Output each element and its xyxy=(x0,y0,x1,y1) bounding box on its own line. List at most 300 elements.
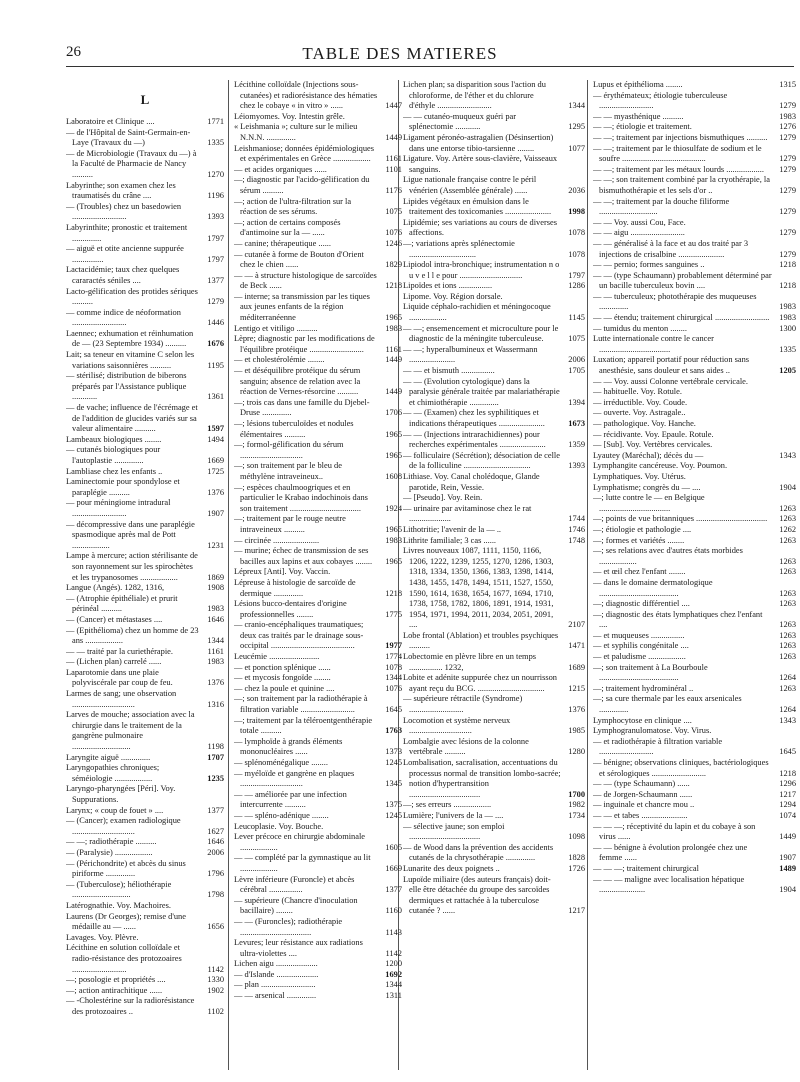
index-entry-page: 1335 xyxy=(207,138,224,148)
index-entry-page: 1689 xyxy=(568,662,585,672)
index-entry xyxy=(234,938,402,959)
index-entry xyxy=(66,912,224,933)
index-entry-page: 1982 xyxy=(568,800,585,810)
index-entry-text: — chez la poule et quinine .... xyxy=(234,683,335,693)
index-entry-text: Lacto-gélification des protides sériques .......... xyxy=(66,286,198,307)
index-entry-text: — — myasthénique .......... xyxy=(593,111,684,121)
index-entry xyxy=(66,445,224,466)
index-entry-page: 1376 xyxy=(207,678,224,688)
index-entry xyxy=(403,451,585,472)
index-entry xyxy=(234,811,402,822)
index-entry-page: 1286 xyxy=(568,281,585,291)
index-entry xyxy=(66,668,224,689)
index-entry-page: 1200 xyxy=(385,959,402,969)
index-entry-page: 1263 xyxy=(779,567,796,577)
index-entry-page: 1279 xyxy=(779,249,796,259)
index-entry-page: 1142 xyxy=(207,964,224,974)
index-entry-text: Lépreuse à histologie de sarcoïde de dermique .............. xyxy=(234,577,356,598)
index-entry-text: —; lutte contre le — en Belgique .................................. xyxy=(593,493,705,513)
index-entry-page: 1597 xyxy=(207,424,224,434)
index-entry-text: — et cholestérolémie ........ xyxy=(234,355,325,365)
index-entry-text: — irréductible. Voy. Coude. xyxy=(593,397,688,407)
index-entry xyxy=(234,165,402,176)
index-entry-page: 1263 xyxy=(779,630,796,640)
index-entry-text: — (Lichen plan) carrelé ...... xyxy=(66,657,162,667)
index-entry-text: — — traité par la curiethérapie. xyxy=(66,646,173,656)
index-entry-text: — (Périchondrite) et abcès du sinus piriforme .............. xyxy=(66,858,186,879)
index-entry-text: Lentigo et vitiligo .......... xyxy=(234,323,318,333)
index-entry-page: 1078 xyxy=(568,249,585,259)
index-entry-text: — — tuberculeux; photothérapie des muqueuses .............. xyxy=(593,291,757,312)
index-entry xyxy=(403,197,585,218)
index-entry-text: — —; traitement par injections bismuthiques .......... xyxy=(593,132,768,142)
index-entry-text: —; sa cure thermale par les eaux arsenicales .............. xyxy=(593,694,742,715)
index-entry-page: 1763 xyxy=(385,726,402,736)
index-entry-page: 1983 xyxy=(385,323,402,333)
index-entry xyxy=(593,218,796,229)
index-entry-text: — érythémateux; étiologie tuberculeuse .......................... xyxy=(593,90,728,111)
index-entry xyxy=(593,546,796,567)
index-entry xyxy=(403,631,585,652)
index-entry xyxy=(593,144,796,165)
index-entry xyxy=(593,398,796,409)
index-entry xyxy=(66,371,224,403)
index-entry-page: 1706 xyxy=(385,408,402,418)
index-entry-page: 1669 xyxy=(385,863,402,873)
index-entry-page: 1828 xyxy=(568,853,585,863)
index-entry-text: —; étiologie et pathologie .... xyxy=(593,524,692,534)
index-entry-text: — plan .......................... xyxy=(234,980,316,990)
index-entry-page: 1075 xyxy=(568,334,585,344)
index-entry-text: Langue (Angés). 1282, 1316, xyxy=(66,583,165,593)
index-entry-text: —; ses erreurs .................. xyxy=(403,800,492,810)
index-entry-text: — — étendu; traitement chirurgical .......................... xyxy=(593,313,770,323)
index-entry-page: 1985 xyxy=(568,726,585,736)
index-entry-page: 1774 xyxy=(385,652,402,662)
index-entry xyxy=(66,308,224,329)
index-entry-text: Lupus et épithélioma ........ xyxy=(593,80,683,89)
index-entry-text: — splénoménégalique ........ xyxy=(234,758,328,767)
index-entry-text: Labyrinthite; pronostic et traitement .............. xyxy=(66,222,188,243)
index-entry-text: — ouverte. Voy. Astragale.. xyxy=(593,408,686,418)
index-entry-text: — inguinale et chancre mou .. xyxy=(593,800,695,810)
index-entry-page: 2006 xyxy=(568,355,585,365)
index-entry xyxy=(403,472,585,493)
index-entry xyxy=(66,901,224,912)
index-entry xyxy=(234,832,402,853)
index-entry xyxy=(403,822,585,843)
index-entry-text: — d'Islande .................... xyxy=(234,969,319,979)
index-entry xyxy=(403,302,585,323)
index-entry-text: Lavages. Voy. Plèvre. xyxy=(66,932,139,942)
index-entry-text: — — —; traitement chirurgical xyxy=(593,863,699,873)
index-entry xyxy=(66,975,224,986)
index-entry xyxy=(66,806,224,817)
index-entry-page: 1797 xyxy=(207,233,224,243)
index-entry-text: — —; traitement par le thiosulfate de sodium et le soufre ........................................ xyxy=(593,143,762,164)
index-entry xyxy=(403,864,585,875)
index-entry-text: —; son traitement à La Bourboule ...................................... xyxy=(593,662,708,683)
index-entry xyxy=(234,175,402,196)
index-entry xyxy=(403,239,585,260)
index-entry-text: Lambeaux biologiques ........ xyxy=(66,434,162,444)
index-entry-page: 1196 xyxy=(207,191,224,201)
index-entry-text: — — et tabes ...................... xyxy=(593,810,688,820)
section-letter: L xyxy=(140,92,150,107)
index-entry-text: Laryngite aiguë .............. xyxy=(66,752,151,762)
index-entry-text: — et déséquilibre protéique du sérum sanguin; absence de relation avec la réaction de Vernes-résorcine .......... xyxy=(234,366,361,397)
index-entry-page: 1375 xyxy=(385,800,402,810)
index-entry xyxy=(66,287,224,308)
index-entry-page: 1263 xyxy=(779,535,796,545)
index-entry-page: 1965 xyxy=(385,556,402,566)
index-entry-page: 1373 xyxy=(385,747,402,757)
index-entry-page: 1218 xyxy=(779,260,796,270)
index-entry-text: — de Wood dans la prévention des accidents cutanés de la chrysothérapie .............. xyxy=(403,842,554,863)
index-entry xyxy=(403,546,585,631)
index-entry xyxy=(403,324,585,345)
index-entry-text: Lithotritie; l'avenir de la — .. xyxy=(403,524,502,534)
index-entry xyxy=(234,122,402,143)
index-entry xyxy=(234,366,402,398)
index-entry xyxy=(403,175,585,196)
index-entry-page: 1218 xyxy=(779,281,796,291)
index-entry-text: — —; son traitement combiné par la cryothérapie, la bismuthothérapie et les sels d'or .. xyxy=(593,175,770,195)
index-entry-page: 1276 xyxy=(779,122,796,132)
index-entry-text: — —; traitement par les métaux lourds .................. xyxy=(593,164,764,174)
index-entry-page: 1669 xyxy=(207,456,224,465)
index-entry xyxy=(403,408,585,429)
index-entry-text: —; lésions tuberculoïdes et nodules élémentaires .......... xyxy=(234,419,354,439)
index-entry xyxy=(593,228,796,239)
index-entry-text: Lutte internationale contre le cancer .................................. xyxy=(593,334,714,354)
index-entry xyxy=(593,430,796,441)
index-entry-page: 1101 xyxy=(385,164,402,174)
index-entry-page: 1218 xyxy=(385,281,402,291)
index-entry-text: — bénigne; observations cliniques, bactériologiques et sérologiques .......................... xyxy=(593,758,769,778)
index-entry-text: Laryngo-pharyngées [Péri]. Voy. Suppurations. xyxy=(66,784,176,804)
index-entry-page: 1343 xyxy=(779,715,796,725)
index-entry-page: 1263 xyxy=(779,683,796,693)
index-entry xyxy=(234,716,402,737)
index-entry-text: — et ponction splénique ...... xyxy=(234,662,331,672)
index-entry-page: 1676 xyxy=(207,339,224,349)
index-entry xyxy=(234,917,402,938)
index-entry xyxy=(593,694,796,715)
index-entry xyxy=(593,377,796,388)
index-entry xyxy=(66,149,224,181)
index-entry xyxy=(593,875,796,896)
index-entry xyxy=(593,652,796,663)
index-entry-text: — — cutanéo-muqueux guéri par splénectomie ............ xyxy=(403,111,517,132)
index-entry xyxy=(403,377,585,409)
index-entry-text: — pathologique. Voy. Hanche. xyxy=(593,419,696,428)
index-entry-page: 1393 xyxy=(207,212,224,222)
index-entry-text: Lombalisation, sacralisation, accentuations du processus normal de transition lombo-sacrée; notion d'hypertransition .................................. xyxy=(403,758,561,799)
index-entry-page: 1775 xyxy=(385,609,402,619)
index-entry-page: 1394 xyxy=(568,397,585,407)
index-entry-text: Laminectomie pour spondylose et paraplégie .......... xyxy=(66,477,180,497)
index-entry-page: 1983 xyxy=(779,302,796,312)
index-entry xyxy=(593,599,796,610)
index-entry xyxy=(234,599,402,620)
index-entry-text: Lécithine en solution colloïdale et radio-résistance des protozoaires .......................... xyxy=(66,943,182,974)
index-entry xyxy=(66,657,224,668)
index-entry xyxy=(403,112,585,133)
index-entry-text: — (Epithélioma) chez un homme de 23 ans .................. xyxy=(66,625,199,646)
index-entry-text: Lymphatisme; congrès du — .... xyxy=(593,482,701,492)
index-entry-page: 1263 xyxy=(779,514,796,524)
index-columns xyxy=(66,80,796,1080)
index-entry-text: — aiguë et otite ancienne suppurée ............... xyxy=(66,244,184,264)
index-entry xyxy=(234,737,402,758)
index-entry xyxy=(403,493,585,504)
index-entry-text: Levures; leur résistance aux radiations ultra-violettes .... xyxy=(234,938,363,958)
index-entry-page: 1904 xyxy=(779,482,796,492)
index-entry xyxy=(66,943,224,975)
index-entry-page: 1102 xyxy=(207,1006,224,1016)
index-entry-page: 1263 xyxy=(779,503,796,513)
index-entry xyxy=(593,91,796,112)
index-entry-text: —; variations après splénectomie ................................ xyxy=(403,238,515,259)
index-entry xyxy=(234,959,402,970)
index-entry xyxy=(403,536,585,547)
index-entry-text: — (Cancer); examen radiologique .............................. xyxy=(66,816,181,836)
index-entry-page: 1263 xyxy=(779,588,796,598)
index-entry-page: 1145 xyxy=(568,313,585,323)
index-entry-text: —; formol-gélification du sérum .............................. xyxy=(234,440,344,460)
index-entry-text: — — améliorée par une infection intercurrente .......... xyxy=(234,789,347,810)
index-entry xyxy=(66,403,224,435)
index-entry-page: 1449 xyxy=(385,387,402,397)
index-entry-text: — (Atrophie épithéliale) et prurit périnéal .......... xyxy=(66,593,178,614)
index-entry-text: Laboratoire et Clinique .... xyxy=(66,117,155,126)
index-entry-page: 1142 xyxy=(385,948,402,958)
index-entry-text: — urinaire par avitaminose chez le rat .................... xyxy=(403,503,532,524)
index-entry xyxy=(66,615,224,626)
index-entry-text: Lymphocytose en clinique .... xyxy=(593,715,692,725)
index-entry xyxy=(234,461,402,482)
index-entry-text: — stérilisé; distribution de biberons préparés par l'Assistance publique ............ xyxy=(66,371,187,402)
index-entry xyxy=(403,292,585,303)
index-entry xyxy=(593,790,796,801)
index-entry-page: 1700 xyxy=(568,789,585,799)
index-entry xyxy=(593,822,796,843)
index-entry xyxy=(234,334,402,355)
index-entry-page: 1771 xyxy=(207,117,224,126)
index-entry-page: 1907 xyxy=(207,508,224,518)
column-divider xyxy=(587,80,588,1070)
index-entry-page: 1983 xyxy=(779,313,796,323)
index-entry xyxy=(66,477,224,498)
index-entry xyxy=(66,435,224,446)
index-entry-text: — décompressive dans une paraplégie spasmodique après mal de Pott .................. xyxy=(66,519,195,550)
index-entry-text: — — bénigne à évolution prolongée chez une femme ...... xyxy=(593,842,748,863)
index-entry xyxy=(234,620,402,652)
index-entry-text: Léiomyomes. Voy. Intestin grêle. xyxy=(234,111,345,121)
index-entry xyxy=(66,265,224,286)
index-entry xyxy=(234,80,402,112)
index-entry xyxy=(234,483,402,515)
index-entry-text: Lépreux [Anti]. Voy. Vaccin. xyxy=(234,567,331,577)
index-entry-text: — et radiothérapie à filtration variable .......................... xyxy=(593,736,723,757)
index-entry-text: — sélective jaune; son emploi .................................. xyxy=(403,821,505,842)
index-entry-page: 1725 xyxy=(207,466,224,476)
index-entry-page: 1344 xyxy=(568,101,585,111)
index-entry xyxy=(66,583,224,594)
index-entry-text: — —; hyperalbumineux et Wassermann ...................... xyxy=(403,344,538,365)
index-entry-text: —; son traitement par le bleu de méthylène intraveineux.. xyxy=(234,461,342,481)
index-entry xyxy=(234,663,402,674)
index-entry-text: Lombalgie avec lésions de la colonne vertébrale .......... xyxy=(403,736,529,757)
index-entry-page: 1217 xyxy=(568,906,585,916)
index-entry-text: —; action de certains composés d'antimoine sur la — ...... xyxy=(234,217,341,238)
index-entry-page: 1294 xyxy=(779,800,796,810)
index-entry-text: Laurens (Dr Georges); remise d'une médaille au — ...... xyxy=(66,911,186,932)
index-entry-page: 1231 xyxy=(207,540,224,550)
index-entry-page: 1311 xyxy=(385,991,402,1001)
index-entry-text: — — généralisé à la face et au dos traité par 3 injections de crisalbine ...................... xyxy=(593,238,749,259)
index-entry-page: 1608 xyxy=(385,471,402,481)
index-entry-text: — —; radiothérapie .......... xyxy=(66,837,157,847)
index-entry-page: 1707 xyxy=(207,752,224,762)
index-entry xyxy=(593,271,796,292)
header-rule xyxy=(66,66,794,67)
index-entry-page: 1198 xyxy=(207,742,224,752)
index-entry-text: — cranio-encéphaliques traumatiques; deux cas traités par le drainage sous-occipital ........................................ xyxy=(234,620,364,651)
index-entry-page: 1215 xyxy=(568,683,585,693)
index-entry xyxy=(403,80,585,112)
index-entry xyxy=(234,694,402,715)
index-entry xyxy=(234,546,402,567)
index-entry xyxy=(593,536,796,547)
index-entry-text: — interne; sa transmission par les tiques aux jeunes enfants de la région méditerranéenne xyxy=(234,291,370,323)
index-entry xyxy=(593,758,796,779)
index-entry xyxy=(234,144,402,165)
index-entry-text: —; diagnostic des états lymphatiques chez l'enfant .... xyxy=(593,609,763,630)
index-entry xyxy=(66,880,224,901)
index-entry-page: 1393 xyxy=(568,461,585,471)
index-entry xyxy=(593,631,796,642)
index-entry-page: 1076 xyxy=(385,683,402,693)
index-entry-page: 1270 xyxy=(207,169,224,179)
index-entry-page: 2107 xyxy=(568,620,585,630)
column-divider xyxy=(228,80,229,1070)
index-entry-text: Lipidémie; ses variations au cours de diverses affections. xyxy=(403,217,557,238)
index-entry xyxy=(593,165,796,176)
index-entry xyxy=(234,112,402,123)
index-entry-text: Lipiodol intra-bronchique; instrumentation n o u v e l l e pour .............................. xyxy=(403,260,560,280)
index-entry-page: 1176 xyxy=(385,185,402,195)
index-entry xyxy=(403,811,585,822)
index-entry-text: — — (type Schaumann) probablement déterminé par un bacille tuberculeux bovin .... xyxy=(593,270,772,291)
index-entry-page: 1645 xyxy=(385,705,402,715)
index-entry-page: 1330 xyxy=(207,975,224,985)
index-entry-page: 2006 xyxy=(207,847,224,857)
index-entry-text: — — pernio; formes sanguines .. xyxy=(593,260,705,270)
index-entry xyxy=(234,514,402,535)
index-entry xyxy=(66,223,224,244)
index-entry-page: 1744 xyxy=(568,514,585,524)
index-entry xyxy=(234,250,402,271)
index-entry xyxy=(66,626,224,647)
index-entry-text: Ligament péronéo-astragalien (Désinsertion) dans une entorse tibio-tarsienne ........ xyxy=(403,132,554,153)
index-entry xyxy=(234,980,402,991)
index-entry-page: 1734 xyxy=(568,810,585,820)
index-entry-text: Lymphogranulomatose. Voy. Virus. xyxy=(593,726,712,736)
index-entry xyxy=(403,525,585,536)
index-entry-page: 1869 xyxy=(207,572,224,582)
index-entry-text: —; trois cas dans une famille du Djebel-Druse .............. xyxy=(234,397,370,418)
index-entry xyxy=(234,292,402,324)
index-entry xyxy=(66,181,224,202)
index-entry xyxy=(234,853,402,874)
index-entry-text: —; diagnostic différentiel .... xyxy=(593,599,690,609)
index-entry-page: 1446 xyxy=(207,318,224,328)
index-entry-page: 1904 xyxy=(779,885,796,895)
index-entry xyxy=(66,986,224,997)
index-entry xyxy=(403,694,585,715)
index-entry-page: 1264 xyxy=(779,673,796,683)
index-entry xyxy=(593,843,796,864)
index-entry xyxy=(593,313,796,324)
index-entry xyxy=(593,122,796,133)
index-entry-text: Ligue nationale française contre le péril vénérien (Assemblée générale) ...... xyxy=(403,175,537,195)
index-entry-text: — de Jorgen-Schaumann ...... xyxy=(593,789,693,799)
index-entry-page: 1908 xyxy=(207,583,224,593)
index-entry-page: 1471 xyxy=(568,641,585,651)
index-entry-text: —; traitement hydrominéral .. xyxy=(593,683,694,693)
index-entry-page: 1646 xyxy=(207,837,224,847)
page-number: 26 xyxy=(66,44,81,60)
index-entry-text: —; points de vue britanniques .................................. xyxy=(593,514,768,524)
index-entry-text: — murine; échec de transmission de ses bacilles aux lapins et aux cobayes ........ xyxy=(234,546,373,566)
index-entry-text: Laparotomie dans une plaie polyviscérale par coup de feu. xyxy=(66,667,173,688)
index-entry-page: 1161 xyxy=(385,154,402,164)
index-column-2 xyxy=(234,80,402,1080)
page-header xyxy=(0,0,800,70)
index-entry-text: — — —; réceptivité du lapin et du cobaye à son virus ...... xyxy=(593,821,756,842)
index-entry-text: — — (Examen) chez les syphilitiques et indications thérapeutiques ...................... xyxy=(403,408,545,428)
index-entry xyxy=(403,218,585,239)
index-entry-text: — comme indice de néoformation .......................... xyxy=(66,307,181,328)
index-entry xyxy=(593,387,796,398)
index-entry-page: 1902 xyxy=(207,985,224,995)
index-entry-page: 1376 xyxy=(568,705,585,715)
index-entry xyxy=(234,822,402,833)
index-entry xyxy=(66,763,224,784)
index-entry xyxy=(403,154,585,175)
index-entry-page: 1218 xyxy=(779,768,796,778)
index-entry-text: Leishmaniose; données épidémiologiques et expérimentales en Grèce .................. xyxy=(234,143,375,164)
index-entry-page: 1279 xyxy=(779,228,796,238)
index-entry-page: 1447 xyxy=(385,101,402,111)
index-entry xyxy=(66,551,224,583)
index-entry-page: 1316 xyxy=(207,699,224,709)
index-entry-text: Lampe à mercure; action stérilisante de son rayonnement sur les spirochètes et les trypanosomes .................. xyxy=(66,551,198,582)
index-entry-text: — folliculaire (Sécrétion); désociation de celle de la folliculine ................................ xyxy=(403,450,560,471)
index-entry-text: Latérognathie. Voy. Machoires. xyxy=(66,900,171,910)
index-entry xyxy=(593,610,796,631)
index-entry-text: — (Tuberculose); héliothérapie ............................ xyxy=(66,879,172,900)
index-entry-page: 1263 xyxy=(779,599,796,609)
index-entry-text: Laryngopathies chroniques; séméiologie .................. xyxy=(66,763,160,783)
index-entry xyxy=(593,239,796,260)
index-entry xyxy=(593,514,796,525)
index-entry-page: 1279 xyxy=(779,154,796,164)
index-entry-text: — et syphilis congénitale .... xyxy=(593,641,689,651)
index-entry-page: 1705 xyxy=(568,366,585,376)
